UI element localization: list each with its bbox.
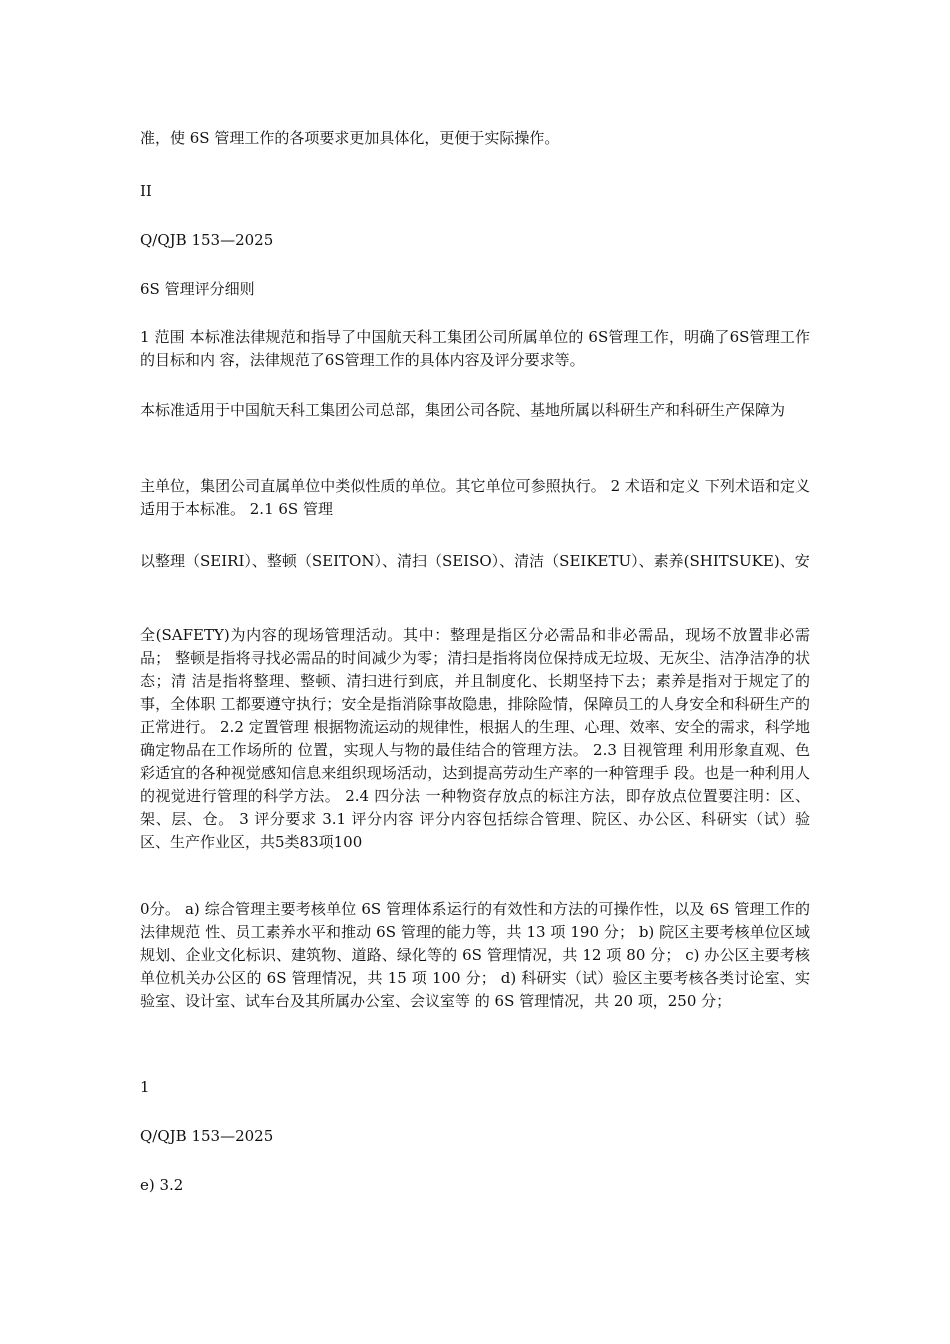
- text-line-final: e) 3.2: [140, 1176, 184, 1194]
- section-scope: 1 范围 本标准法律规范和指导了中国航天科工集团公司所属单位的 6S管理工作，明确了6S管理工作的目标和内 容，法律规范了6S管理工作的具体内容及评分要求等。: [140, 328, 810, 369]
- standard-code: Q/QJB 153—2025: [140, 231, 274, 249]
- standard-code-footer: Q/QJB 153—2025: [140, 1127, 274, 1145]
- page-number-roman: II: [140, 182, 152, 200]
- paragraph-scoring-items: 0分。 a) 综合管理主要考核单位 6S 管理体系运行的有效性和方法的可操作性，以及 6S 管理工作的法律规范 性、员工素养水平和推动 6S 管理的能力等，共 13 项 190 分； b) 院区主要考核单位区域规划、企业文化标识、建筑物、道路、绿化等的 6S 管理情况，共 12 项 80 分； c) 办公区主要考核单位机关办公区的 6S 管理情况，共 15 项 100 分； d) 科研实（试）验区主要考核各类讨论室、实验室、设计室、试车台及其所属办公室、会议室等 的 6S 管理情况，共 20 项，250 分；: [140, 900, 810, 1010]
- document-title: 6S 管理评分细则: [140, 280, 255, 298]
- paragraph-terms: 主单位，集团公司直属单位中类似性质的单位。其它单位可参照执行。 2 术语和定义 下列术语和定义适用于本标准。 2.1 6S 管理: [140, 477, 810, 518]
- page-number: 1: [140, 1078, 150, 1096]
- paragraph-applicability: 本标准适用于中国航天科工集团公司总部，集团公司各院、基地所属以科研生产和科研生产保障为: [140, 401, 786, 419]
- text-line-intro: 准，使 6S 管理工作的各项要求更加具体化，更便于实际操作。: [140, 129, 560, 147]
- paragraph-6s-details: 全(SAFETY)为内容的现场管理活动。其中：整理是指区分必需品和非必需品，现场不放置非必需品； 整顿是指将寻找必需品的时间减少为零；清扫是指将岗位保持成无垃圾、无灰尘、洁净洁净的状态；清 洁是指将整理、整顿、清扫进行到底，并且制度化、长期坚持下去；素养是指对于规定了的事，全体职 工都要遵守执行；安全是指消除事故隐患，排除险情，保障员工的人身安全和科研生产的正常进行。 2.2 定置管理 根据物流运动的规律性，根据人的生理、心理、效率、安全的需求，科学地确定物品在工作场所的 位置，实现人与物的最佳结合的管理方法。 2.3 目视管理 利用形象直观、色彩适宜的各种视觉感知信息来组织现场活动，达到提高劳动生产率的一种管理手 段。也是一种利用人的视觉进行管理的科学方法。 2.4 四分法 一种物资存放点的标注方法，即存放点位置要注明：区、架、层、仓。 3 评分要求 3.1 评分内容 评分内容包括综合管理、院区、办公区、科研实（试）验区、生产作业区，共5类83项100: [140, 626, 810, 851]
- paragraph-6s-definition: 以整理（SEIRI）、整顿（SEITON）、清扫（SEISO）、清洁（SEIKETU）、素养(SHITSUKE)、安: [140, 552, 810, 570]
